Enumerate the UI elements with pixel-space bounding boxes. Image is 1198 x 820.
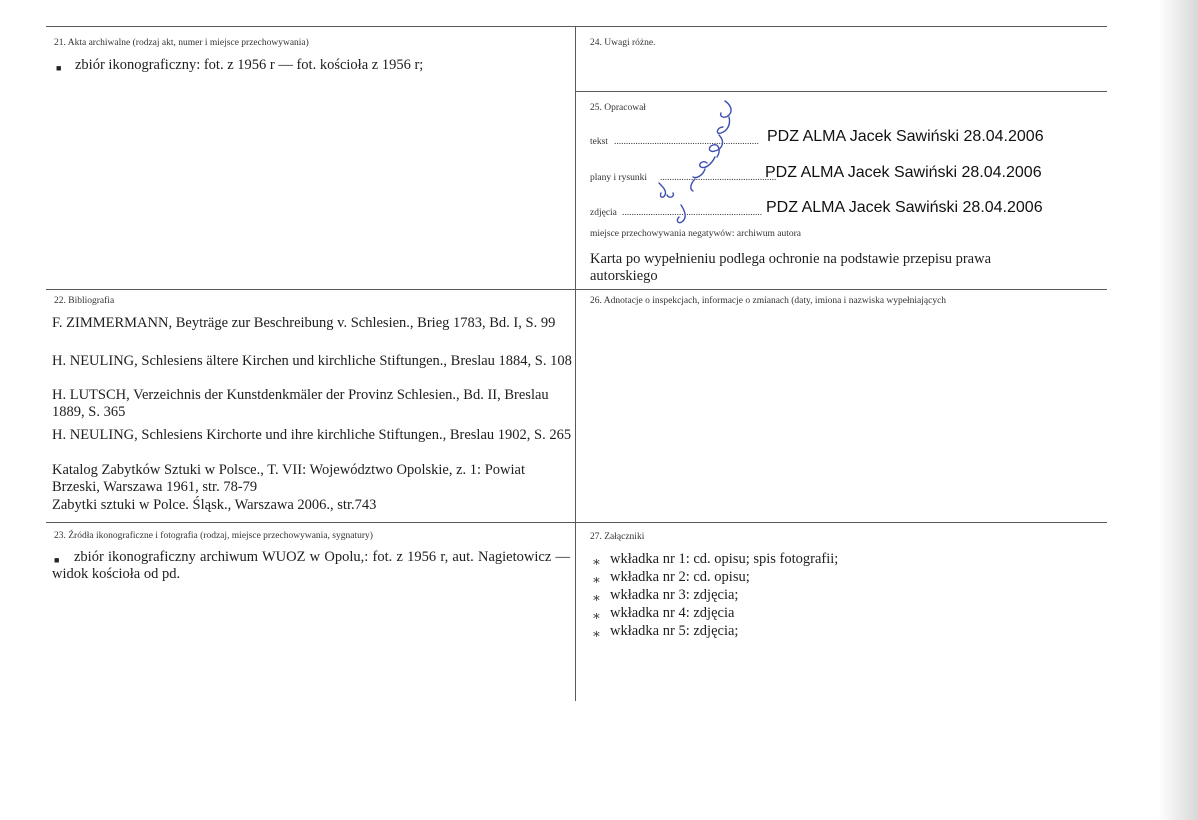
bibliography-entry: Katalog Zabytków Sztuki w Polsce., T. VII: Województwo Opolskie, z. 1: Powiat Brzeski, Warszawa 1961, str. 78-79: [52, 462, 525, 495]
sec25-row-tekst-dots: .............................................................: [614, 137, 759, 147]
handwritten-signature: [645, 95, 745, 230]
sec25-row-tekst-label: tekst: [590, 137, 608, 147]
sec23-bullet-icon: ■: [54, 555, 60, 565]
attachment-bullet-icon: ∗: [592, 626, 601, 641]
sec25-row-plany-dots: .................................................: [660, 173, 777, 183]
sec26-label: 26. Adnotacje o inspekcjach, informacje o zmianach (daty, imiona i nazwiska wypełniających: [590, 296, 947, 306]
sec25-row-plany-value: PDZ ALMA Jacek Sawiński 28.04.2006: [765, 164, 1042, 181]
sec25-row-zdjecia-label: zdjęcia: [590, 208, 617, 218]
bibliography-entry: H. NEULING, Schlesiens ältere Kirchen und kirchliche Stiftungen., Breslau 1884, S. 108: [52, 353, 572, 369]
attachment-item: wkładka nr 3: zdjęcia;: [610, 587, 739, 603]
sec27-label: 27. Załączniki: [590, 532, 645, 542]
attachment-bullet-icon: ∗: [592, 590, 601, 605]
bibliography-entry: H. NEULING, Schlesiens Kirchorte und ihre kirchliche Stiftungen., Breslau 1902, S. 265: [52, 427, 572, 443]
attachment-item: wkładka nr 1: cd. opisu; spis fotografii;: [610, 551, 839, 567]
attachment-item: wkładka nr 2: cd. opisu;: [610, 569, 750, 585]
sec25-label: 25. Opracował: [590, 103, 646, 113]
attachment-item: wkładka nr 4: zdjęcia: [610, 605, 735, 621]
sec23-item: zbiór ikonograficzny archiwum WUOZ w Opolu,: fot. z 1956 r, aut. Nagietowicz — widok kościoła od pd.: [52, 549, 570, 582]
sec22-label: 22. Bibliografia: [54, 296, 115, 306]
sec25-row-zdjecia-value: PDZ ALMA Jacek Sawiński 28.04.2006: [766, 199, 1043, 216]
page-edge-shadow: [1158, 0, 1198, 820]
sec25-row-plany-label: plany i rysunki: [590, 173, 647, 183]
attachment-bullet-icon: ∗: [592, 608, 601, 623]
row2-bottom-border: [46, 522, 1107, 523]
sec24-bottom-border: [576, 91, 1107, 92]
row1-bottom-border: [46, 289, 1107, 290]
top-border: [46, 26, 1107, 27]
sec24-label: 24. Uwagi różne.: [590, 38, 656, 48]
attachment-bullet-icon: ∗: [592, 554, 601, 569]
bibliography-entry: Zabytki sztuki w Polce. Śląsk., Warszawa 2006., str.743: [52, 497, 377, 513]
sec21-label: 21. Akta archiwalne (rodzaj akt, numer i miejsce przechowywania): [54, 38, 309, 48]
center-divider: [575, 26, 576, 701]
sec25-storage: miejsce przechowywania negatywów: archiwum autora: [590, 229, 802, 239]
attachment-bullet-icon: ∗: [592, 572, 601, 587]
sec25-row-tekst-value: PDZ ALMA Jacek Sawiński 28.04.2006: [767, 128, 1044, 145]
sec25-note: Karta po wypełnieniu podlega ochronie na podstawie przepisu prawa autorskiego: [590, 251, 992, 284]
sec25-row-zdjecia-dots: ...........................................................: [622, 208, 763, 218]
sec21-bullet-icon: ■: [56, 63, 62, 73]
bibliography-entry: F. ZIMMERMANN, Beyträge zur Beschreibung v. Schlesien., Brieg 1783, Bd. I, S. 99: [52, 315, 556, 331]
sec21-item: zbiór ikonograficzny: fot. z 1956 r — fot. kościoła z 1956 r;: [75, 57, 424, 73]
bibliography-entry: H. LUTSCH, Verzeichnis der Kunstdenkmäler der Provinz Schlesien., Bd. II, Breslau 1889, S. 365: [52, 387, 549, 420]
attachment-item: wkładka nr 5: zdjęcia;: [610, 623, 739, 639]
sec23-label: 23. Źródła ikonograficzne i fotografia (rodzaj, miejsce przechowywania, sygnatury): [54, 531, 373, 541]
